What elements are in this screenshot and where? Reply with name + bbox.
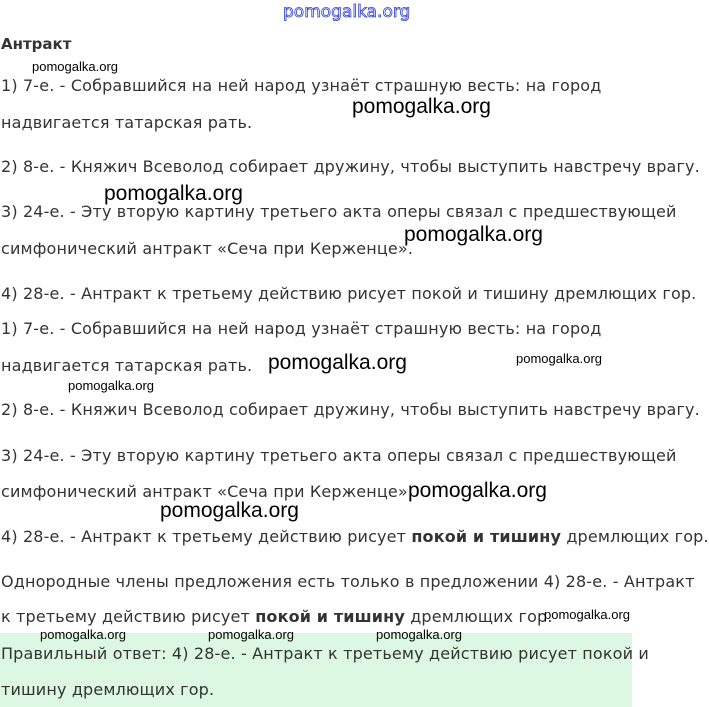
watermark-small-7: pomogalka.org: [376, 627, 462, 642]
watermark-small-3: pomogalka.org: [68, 378, 154, 393]
text-line-2: надвигается татарская рать.: [1, 113, 253, 132]
watermark-small-6: pomogalka.org: [208, 627, 294, 642]
text-line-11: симфонический антракт «Сеча при Керженце».: [1, 482, 414, 501]
text-line-13: Однородные члены предложения есть только в предложении 4) 28-е. - Антракт: [1, 572, 695, 591]
text-line-3: 2) 8-е. - Княжич Всеволод собирает дружину, чтобы выступить навстречу врагу.: [1, 157, 700, 176]
line-14-bold: покой и тишину: [255, 607, 405, 626]
watermark-small-4: pomogalka.org: [544, 607, 630, 622]
text-line-5: симфонический антракт «Сеча при Керженце».: [1, 239, 414, 258]
watermark-big-2: pomogalka.org: [104, 182, 243, 205]
text-line-12: [1, 527, 709, 546]
text-line-10: 3) 24-е. - Эту вторую картину третьего акта оперы связал с предшествующей: [1, 446, 677, 465]
watermark-big-4: pomogalka.org: [268, 351, 407, 374]
answer-line-1: Правильный ответ: 4) 28-е. - Антракт к третьему действию рисует покой и: [1, 644, 649, 663]
text-line-6: 4) 28-е. - Антракт к третьему действию рисует покой и тишину дремлющих гор.: [1, 284, 697, 303]
text-line-7: 1) 7-е. - Собравшийся на ней народ узнаёт страшную весть: на город: [1, 319, 602, 338]
watermark-big-6: pomogalka.org: [160, 499, 299, 522]
watermark-small-1: pomogalka.org: [32, 59, 118, 74]
line-14-part-b: дремлющих гор.: [404, 607, 553, 626]
watermark-big-3: pomogalka.org: [404, 223, 543, 246]
text-line-8: надвигается татарская рать.: [1, 356, 253, 375]
watermark-big-1: pomogalka.org: [352, 95, 491, 118]
line-12-part-b: дремлющих гор.: [561, 527, 709, 546]
line-12-bold: покой и тишину: [411, 527, 562, 546]
answer-line-2: тишину дремлющих гор.: [1, 680, 215, 699]
text-line-4: 3) 24-е. - Эту вторую картину третьего акта оперы связал с предшествующей: [1, 202, 677, 221]
line-12-part-a: 4) 28-е. - Антракт к третьему действию рисует: [1, 527, 412, 546]
watermark-top: pomogalka.org: [283, 2, 411, 22]
text-line-1: 1) 7-е. - Собравшийся на ней народ узнаёт страшную весть: на город: [1, 76, 602, 95]
line-14-part-a: к третьему действию рисует: [1, 607, 256, 626]
watermark-small-5: pomogalka.org: [40, 627, 126, 642]
watermark-big-5: pomogalka.org: [408, 479, 547, 502]
text-line-14: [1, 607, 553, 626]
watermark-small-2: pomogalka.org: [516, 351, 602, 366]
section-title: Антракт: [1, 35, 72, 53]
text-line-9: 2) 8-е. - Княжич Всеволод собирает дружину, чтобы выступить навстречу врагу.: [1, 400, 700, 419]
